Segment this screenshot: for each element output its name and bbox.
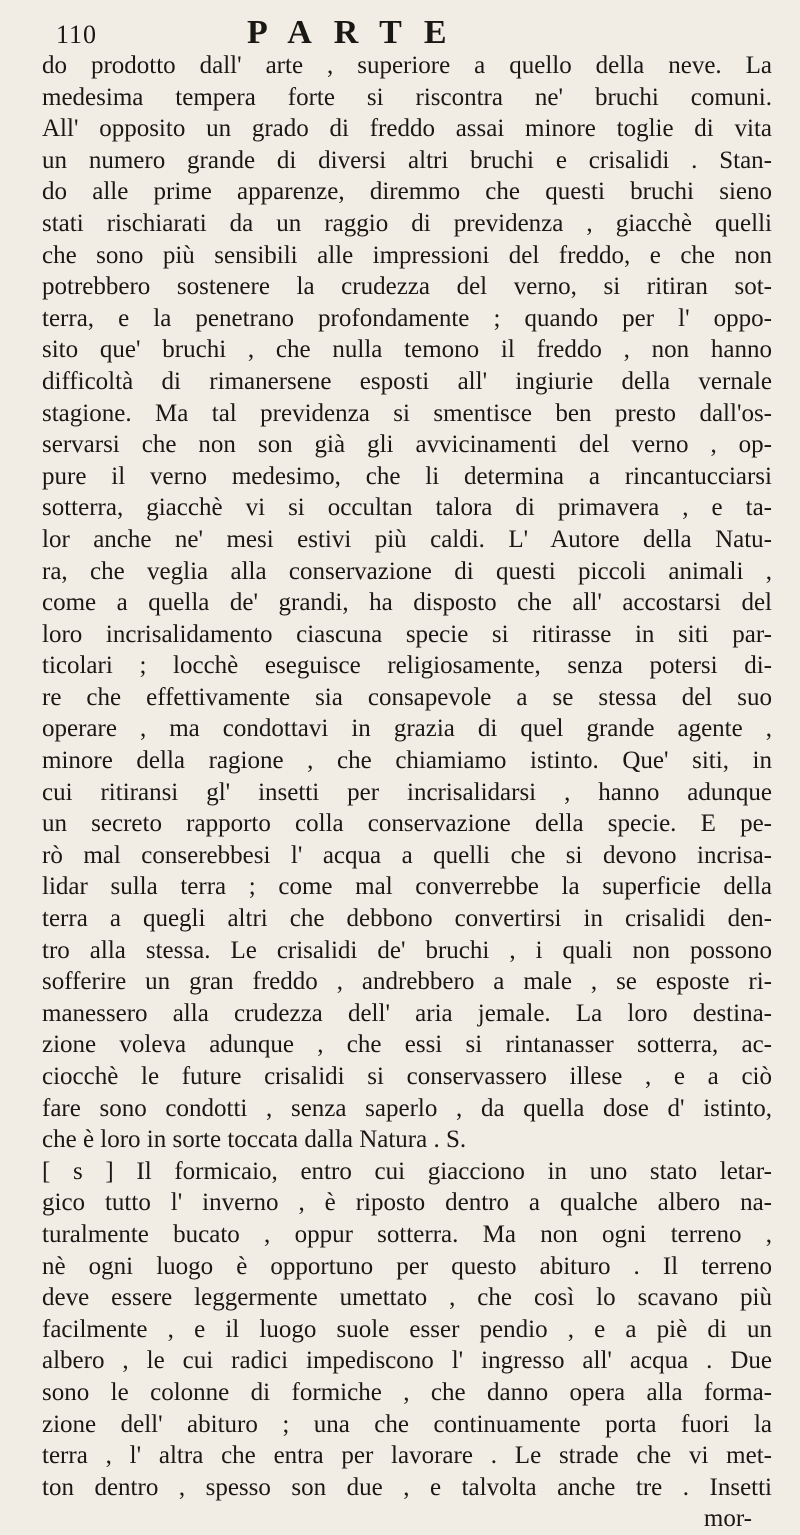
text-line: un numero grande di diversi altri bruchi e crisalidi . Stan- <box>42 146 772 174</box>
text-line: cui ritiransi gl' insetti per incrisalidarsi , hanno adunque <box>42 778 772 806</box>
text-line: terra a quegli altri che debbono convertirsi in crisalidi den- <box>42 905 772 933</box>
text-line: do prodotto dall' arte , superiore a quello della neve. La <box>42 52 772 79</box>
text-line: ciocchè le future crisalidi si conservassero illese , e a ciò <box>42 1063 772 1090</box>
text-line: minore della ragione , che chiamiamo istinto. Que' siti, in <box>42 747 772 775</box>
text-line: potrebbero sostenere la crudezza del verno, si ritiran sot- <box>42 273 772 301</box>
text-line: deve essere leggermente umettato , che così lo scavano più <box>42 1284 772 1312</box>
text-line: do alle prime apparenze, diremmo che questi bruchi sieno <box>42 178 772 206</box>
text-line: pure il verno medesimo, che li determina a rincantucciarsi <box>42 462 772 490</box>
text-line: tro alla stessa. Le crisalidi de' bruchi , i quali non possono <box>42 936 772 964</box>
text-line: sito que' bruchi , che nulla temono il freddo , non hanno <box>42 336 772 364</box>
text-line: facilmente , e il luogo suole esser pendio , e a piè di un <box>42 1315 772 1343</box>
text-line: stati rischiarati da un raggio di previdenza , giacchè quelli <box>42 209 772 237</box>
text-line: come a quella de' grandi, ha disposto che all' accostarsi del <box>42 589 772 617</box>
text-line: che è loro in sorte toccata dalla Natura . S. <box>42 1126 467 1154</box>
text-line: gico tutto l' inverno , è riposto dentro a qualche albero na- <box>42 1189 772 1217</box>
text-line: operare , ma condottavi in grazia di quel grande agente , <box>42 715 772 743</box>
page-number: 110 <box>56 20 98 49</box>
text-line: ton dentro , spesso son due , e talvolta anche tre . Insetti <box>42 1473 772 1501</box>
text-line: ra, che veglia alla conservazione di questi piccoli animali , <box>42 557 772 585</box>
text-line: zione voleva adunque , che essi si rintanasser sotterra, ac- <box>42 1031 772 1059</box>
text-line: sofferire un gran freddo , andrebbero a male , se esposte ri- <box>42 968 772 996</box>
text-line: medesima tempera forte si riscontra ne' bruchi comuni. <box>42 83 772 111</box>
text-line: [ s ] Il formicaio, entro cui giacciono in uno stato letar- <box>42 1157 772 1185</box>
text-line: fare sono condotti , senza saperlo , da quella dose d' istinto, <box>42 1094 772 1122</box>
text-line: loro incrisalidamento ciascuna specie si ritirasse in siti par- <box>42 620 772 648</box>
text-line: servarsi che non son già gli avvicinamenti del verno , op- <box>42 431 772 459</box>
text-line: difficoltà di rimanersene esposti all' ingiurie della vernale <box>42 367 772 395</box>
text-line: rò mal conserebbesi l' acqua a quelli che si devono incrisa- <box>42 841 772 869</box>
text-line: All' opposito un grado di freddo assai minore toglie di vita <box>42 115 772 143</box>
text-line: terra , l' altra che entra per lavorare . Le strade che vi met- <box>42 1442 772 1470</box>
catchword: mor- <box>703 1505 752 1533</box>
text-line: lidar sulla terra ; come mal converrebbe la superficie della <box>42 873 772 901</box>
text-line: manessero alla crudezza dell' aria jemale. La loro destina- <box>42 999 772 1027</box>
text-line: che sono più sensibili alle impressioni del freddo, e che non <box>42 241 772 269</box>
body-text <box>42 50 772 1535</box>
text-line: turalmente bucato , oppur sotterra. Ma non ogni terreno , <box>42 1220 772 1248</box>
book-page <box>42 14 772 1533</box>
text-line: stagione. Ma tal previdenza si smentisce ben presto dall'os- <box>42 399 772 427</box>
text-line: un secreto rapporto colla conservazione della specie. E pe- <box>42 810 772 838</box>
text-line: zione dell' abituro ; una che continuamente porta fuori la <box>42 1410 772 1438</box>
text-line: re che effettivamente sia consapevole a se stessa del suo <box>42 683 772 711</box>
text-line: sono le colonne di formiche , che danno opera alla forma- <box>42 1378 772 1406</box>
text-line: sotterra, giacchè vi si occultan talora di primavera , e ta- <box>42 494 772 522</box>
text-line: lor anche ne' mesi estivi più caldi. L' Autore della Natu- <box>42 525 772 553</box>
text-line: albero , le cui radici impediscono l' ingresso all' acqua . Due <box>42 1347 772 1375</box>
page-header <box>42 14 772 54</box>
text-line: nè ogni luogo è opportuno per questo abituro . Il terreno <box>42 1252 772 1280</box>
text-line: terra, e la penetrano profondamente ; quando per l' oppo- <box>42 304 772 332</box>
text-line: ticolari ; locchè eseguisce religiosamente, senza potersi di- <box>42 652 772 680</box>
running-head: PARTE <box>247 14 469 51</box>
